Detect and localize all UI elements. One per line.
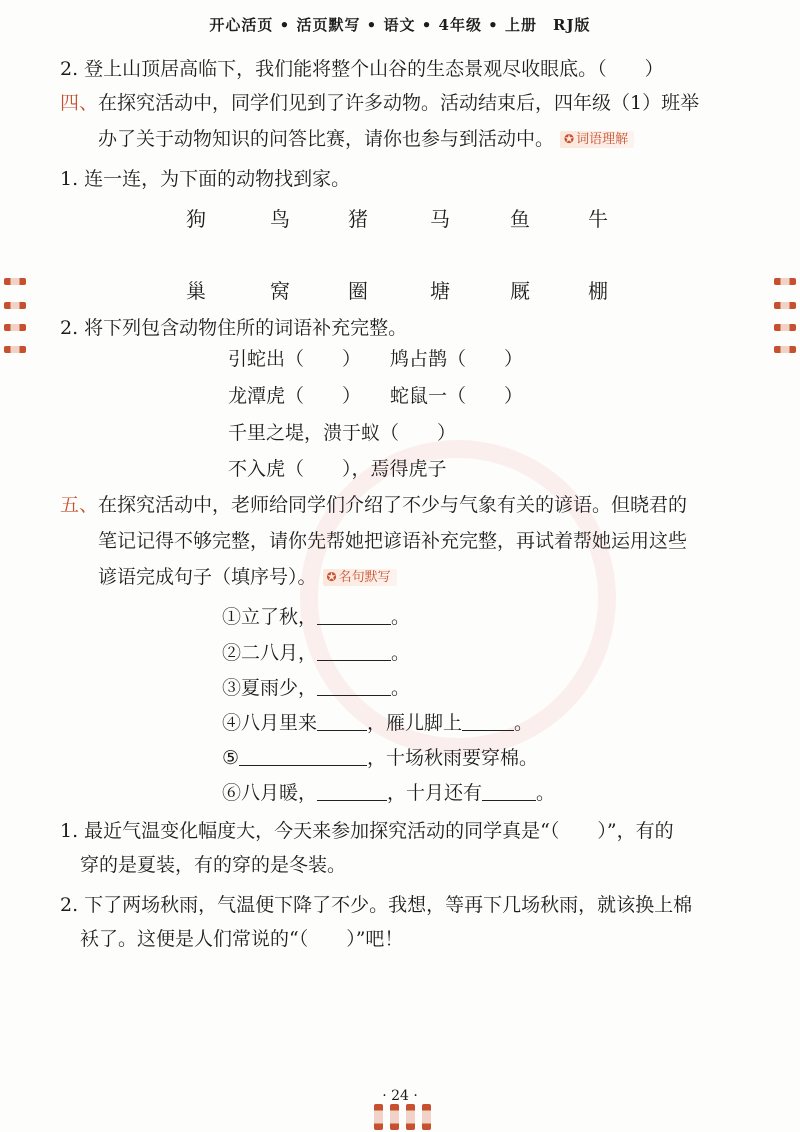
proverb-5 (222, 745, 538, 772)
section4-line1 (60, 90, 699, 117)
answer-blank[interactable] (317, 606, 391, 625)
idiom-2: 鸠占鹊（ ） (390, 348, 524, 370)
proverb-2-end: 。 (391, 642, 411, 664)
proverb-4 (222, 710, 533, 737)
animal-6: 牛 (588, 207, 608, 231)
proverb-2 (222, 640, 410, 667)
proverb-3-end: 。 (391, 677, 411, 699)
proverb-1 (222, 604, 410, 631)
section5-line3 (98, 564, 397, 591)
idiom-6: 不入虎（ ），焉得虎子 (228, 458, 447, 480)
binder-mark-left (4, 278, 26, 285)
idiom-1: 引蛇出（ ） (228, 348, 362, 370)
binder-mark-left (4, 302, 26, 309)
answer-blank[interactable] (462, 712, 514, 731)
answer-blank[interactable] (317, 677, 391, 696)
binder-mark-bottom (374, 1104, 383, 1130)
binder-mark-right (774, 324, 796, 331)
section4-line2 (98, 126, 634, 153)
proverb-3-text: ③夏雨少， (222, 677, 318, 699)
animal-5: 鱼 (510, 207, 530, 231)
home-3: 圈 (348, 279, 368, 303)
proverb-4-end: 。 (514, 712, 534, 734)
binder-mark-bottom (422, 1104, 431, 1130)
section5-number: 五、 (60, 494, 99, 516)
idiom-5: 千里之堤，溃于蚁（ ） (228, 422, 457, 444)
tag-star-icon: ✪ (564, 132, 575, 146)
tag-star-icon: ✪ (326, 570, 337, 584)
home-6: 棚 (588, 279, 608, 303)
binder-mark-right (774, 278, 796, 285)
question-prev-2: 2. 登上山顶居高临下，我们能将整个山谷的生态景观尽收眼底。（ ） (60, 58, 664, 80)
section4-text-2: 办了关于动物知识的问答比赛，请你也参与到活动中。 (98, 128, 555, 150)
home-5: 厩 (510, 279, 530, 303)
section5-q1-line1: 1. 最近气温变化幅度大，今天来参加探究活动的同学真是“（ ）”，有的 (60, 820, 674, 842)
home-2: 窝 (270, 279, 290, 303)
section5-tag-label: 名句默写 (338, 570, 391, 585)
proverb-4-text: ④八月里来 (222, 712, 318, 734)
animal-1: 狗 (186, 207, 206, 231)
binder-mark-left (4, 324, 26, 331)
answer-blank[interactable] (239, 747, 367, 766)
proverb-3 (222, 675, 410, 702)
proverb-6-mid: ，十月还有 (387, 782, 483, 804)
page-number: · 24 · (382, 1088, 418, 1104)
idiom-3: 龙潭虎（ ） (228, 385, 362, 407)
section4-number: 四、 (60, 92, 99, 114)
section5-q1-line2: 穿的是夏装，有的穿的是冬装。 (80, 854, 347, 876)
section4-tag-label: 词语理解 (576, 132, 629, 147)
binder-mark-right (774, 302, 796, 309)
animal-2: 鸟 (270, 207, 290, 231)
section5-q2-line2: 袄了。这便是人们常说的“（ ）”吧！ (80, 928, 404, 950)
animal-3: 猪 (348, 207, 368, 231)
section5-text-3: 谚语完成句子（填序号）。 (98, 566, 317, 588)
binder-mark-left (4, 346, 26, 353)
binder-mark-bottom (390, 1104, 399, 1130)
section4-text-1: 在探究活动中，同学们见到了许多动物。活动结束后，四年级（1）班举 (98, 92, 700, 114)
proverb-6 (222, 780, 555, 807)
binder-mark-right (774, 346, 796, 353)
proverb-5-end: ，十场秋雨要穿棉。 (367, 747, 539, 769)
proverb-4-mid: ，雁儿脚上 (367, 712, 463, 734)
proverb-1-text: ①立了秋， (222, 606, 318, 628)
idiom-4: 蛇鼠一（ ） (390, 385, 524, 407)
section5-line2: 笔记记得不够完整，请你先帮她把谚语补充完整，再试着帮她运用这些 (98, 530, 688, 552)
proverb-6-text: ⑥八月暖， (222, 782, 318, 804)
section4-q1: 1. 连一连，为下面的动物找到家。 (60, 168, 351, 190)
proverb-5-text: ⑤ (222, 747, 240, 769)
answer-blank[interactable] (317, 712, 367, 731)
proverb-6-end: 。 (536, 782, 556, 804)
section4-q2: 2. 将下列包含动物住所的词语补充完整。 (60, 317, 408, 339)
binder-mark-bottom (406, 1104, 415, 1130)
proverb-1-end: 。 (391, 606, 411, 628)
section5-line1 (60, 492, 687, 519)
section4-tag (560, 131, 634, 148)
section5-text-1: 在探究活动中，老师给同学们介绍了不少与气象有关的谚语。但晓君的 (98, 494, 688, 516)
animal-4: 马 (430, 207, 450, 231)
answer-blank[interactable] (317, 782, 387, 801)
answer-blank[interactable] (482, 782, 536, 801)
section5-q2-line1: 2. 下了两场秋雨，气温便下降了不少。我想，等再下几场秋雨，就该换上棉 (60, 894, 693, 916)
page-header: 开心活页 • 活页默写 • 语文 • 4年级 • 上册 RJ版 (209, 16, 591, 34)
home-1: 巢 (186, 279, 206, 303)
answer-blank[interactable] (317, 642, 391, 661)
proverb-2-text: ②二八月， (222, 642, 318, 664)
home-4: 塘 (430, 279, 450, 303)
section5-tag (323, 569, 397, 586)
